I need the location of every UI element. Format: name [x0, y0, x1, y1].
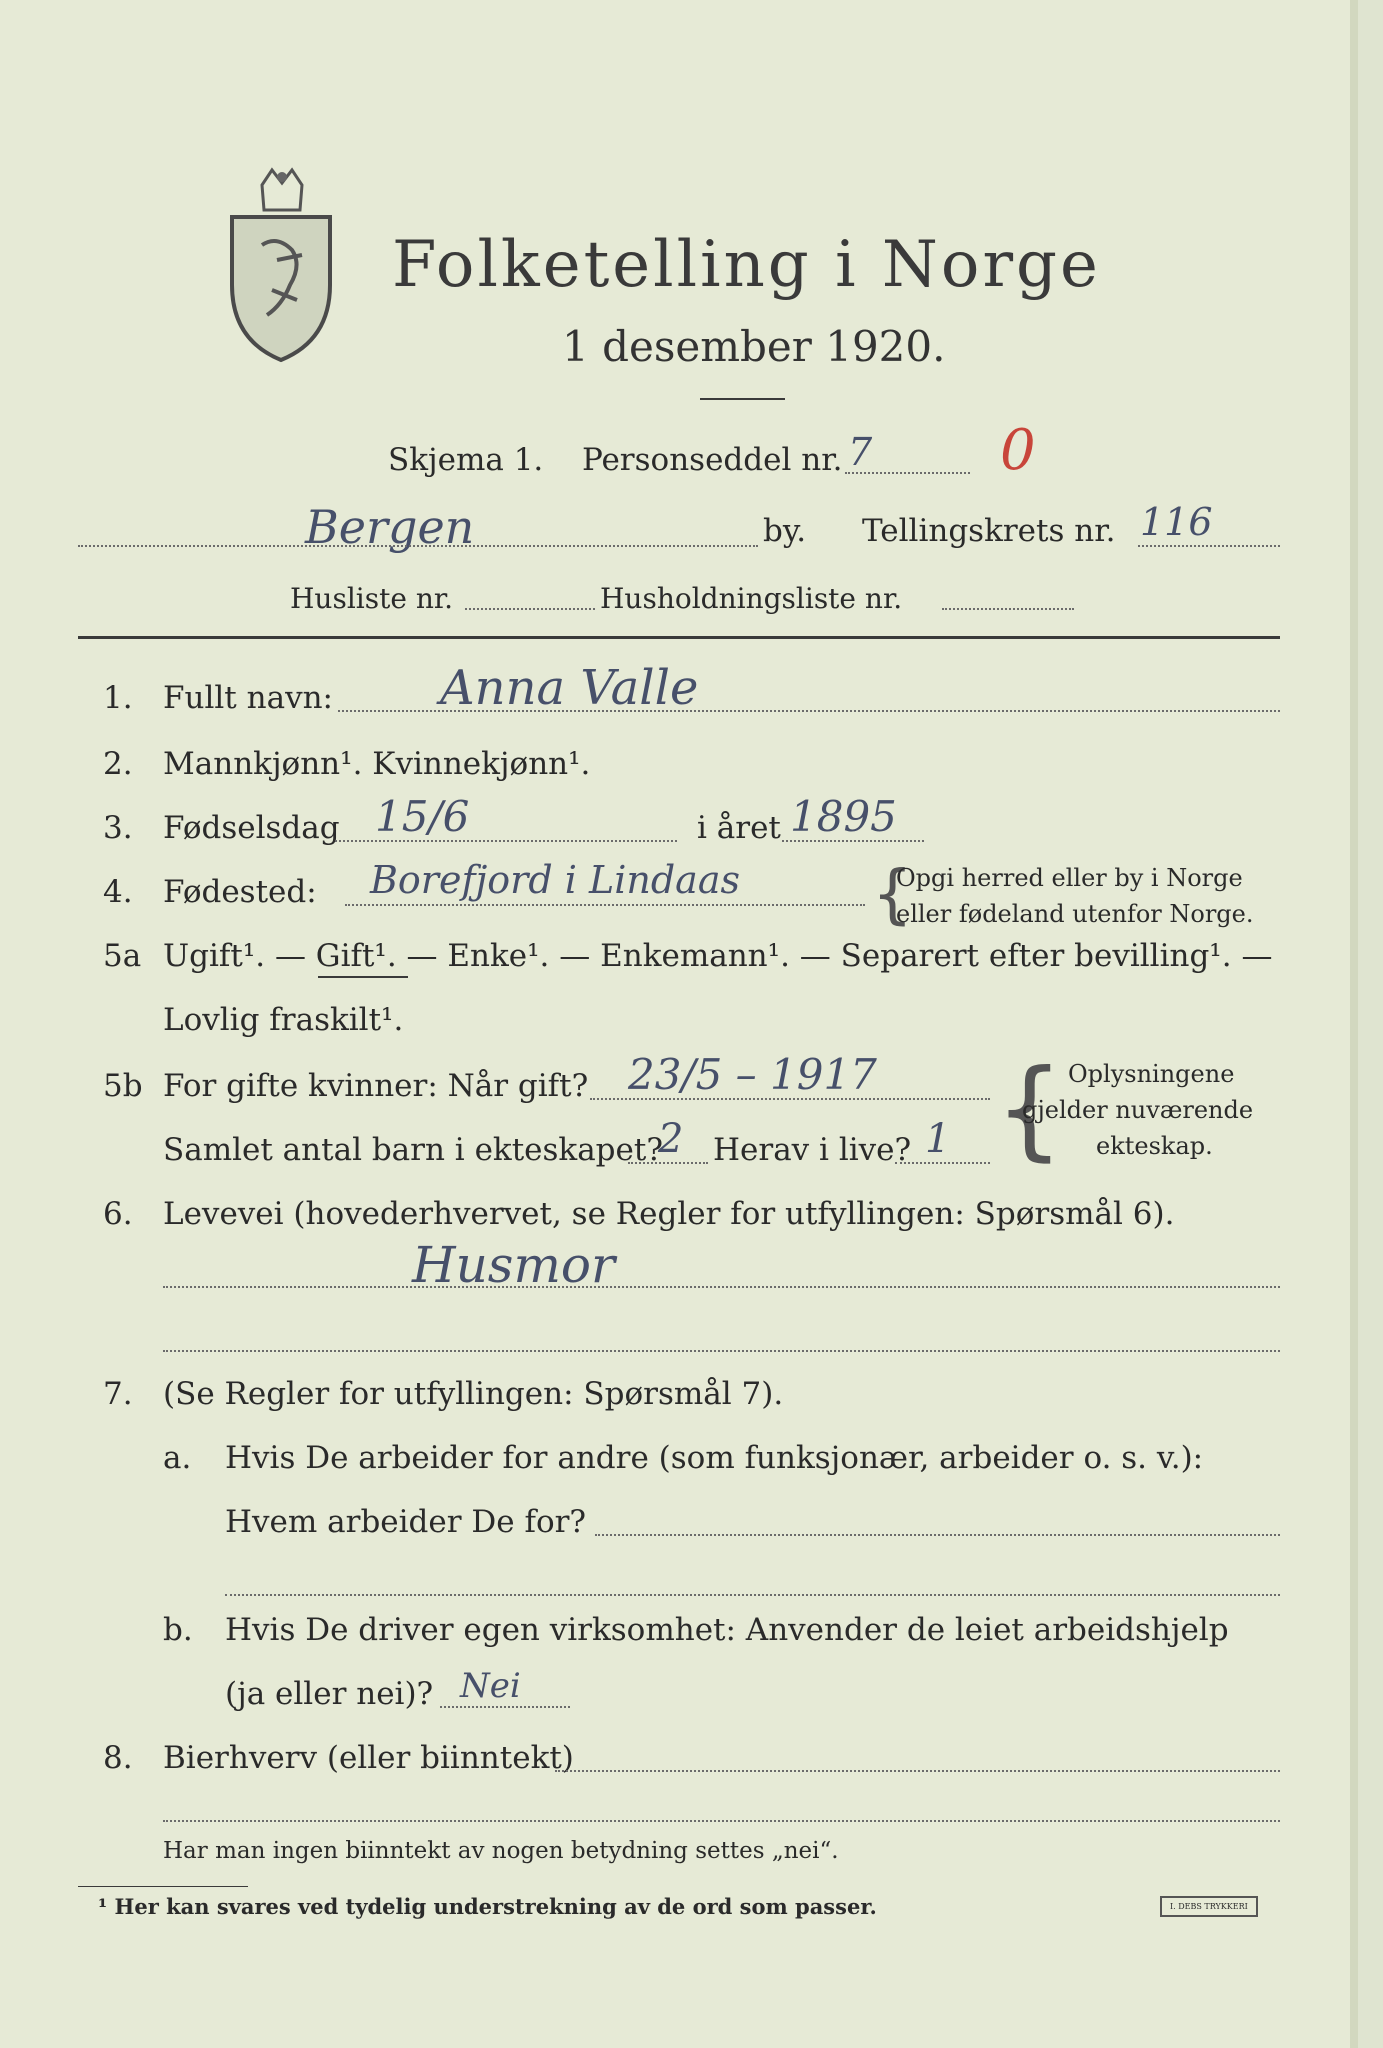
- city-line: [78, 545, 758, 547]
- husliste-label: Husliste nr.: [290, 582, 454, 615]
- q6-value: Husmor: [412, 1236, 615, 1294]
- q7a-line: [595, 1534, 1280, 1536]
- q8-number: 8.: [103, 1740, 133, 1776]
- q5b-note-2: gjelder nuværende: [1022, 1096, 1254, 1124]
- q5b-alive-line: [895, 1162, 990, 1164]
- q5b-number: 5b: [103, 1068, 143, 1104]
- q7b-value: Nei: [460, 1666, 521, 1706]
- schema-label: Skjema 1.: [388, 442, 544, 478]
- q7-number: 7.: [103, 1376, 133, 1412]
- q5b-married-value: 23/5 – 1917: [628, 1050, 877, 1099]
- q5b-brace: {: [995, 1047, 1064, 1172]
- q5a-line-1: Ugift¹. — Gift¹. — Enke¹. — Enkemann¹. — Separert efter bevilling¹. —: [163, 938, 1273, 974]
- q4-note-2: eller fødeland utenfor Norge.: [896, 900, 1254, 928]
- printer-stamp: I. DEBS TRYKKERI: [1160, 1896, 1258, 1917]
- by-label: by.: [763, 513, 807, 549]
- q7b-letter: b.: [163, 1612, 193, 1648]
- husliste-line: [465, 608, 595, 610]
- q3-year-label: i året: [697, 810, 781, 846]
- q2-label: Mannkjønn¹. Kvinnekjønn¹.: [163, 746, 591, 782]
- q8-line-1: [555, 1770, 1280, 1772]
- q7a-letter: a.: [163, 1440, 192, 1476]
- q6-label: Levevei (hovederhvervet, se Regler for utfyllingen: Spørsmål 6).: [163, 1196, 1175, 1232]
- q5b-note-1: Oplysningene: [1068, 1060, 1235, 1088]
- q8-note: Har man ingen biinntekt av nogen betydning settes „nei“.: [163, 1838, 839, 1864]
- footnote: ¹ Her kan svares ved tydelig understrekning av de ord som passer.: [98, 1894, 877, 1919]
- census-date: 1 desember 1920.: [562, 322, 946, 371]
- q8-line-2: [163, 1820, 1280, 1822]
- red-mark: 0: [1000, 418, 1036, 483]
- q4-note-1: Opgi herred eller by i Norge: [896, 864, 1243, 892]
- tellingskrets-value: 116: [1140, 500, 1213, 544]
- q5a-number: 5a: [103, 938, 142, 974]
- q4-number: 4.: [103, 874, 133, 910]
- city-value: Bergen: [305, 500, 475, 554]
- q6-line-1: [163, 1286, 1280, 1288]
- q5a-line-2: Lovlig fraskilt¹.: [163, 1002, 404, 1038]
- q5b-alive-value: 1: [925, 1116, 951, 1162]
- q5b-children-value: 2: [658, 1116, 684, 1162]
- q3-year-value: 1895: [790, 792, 897, 841]
- q4-label: Fødested:: [163, 874, 317, 910]
- q7b-line-1: Hvis De driver egen virksomhet: Anvender de leiet arbeidshjelp: [225, 1612, 1229, 1648]
- title-divider: [700, 398, 785, 400]
- q3-label: Fødselsdag: [163, 810, 340, 846]
- tellingskrets-line: [1138, 545, 1280, 547]
- q4-value: Borefjord i Lindaas: [370, 858, 740, 902]
- q7a-line-1: Hvis De arbeider for andre (som funksjonær, arbeider o. s. v.):: [225, 1440, 1204, 1476]
- husholdningsliste-label: Husholdningsliste nr.: [600, 582, 903, 615]
- q5b-children-line: [628, 1162, 708, 1164]
- husholdningsliste-line: [942, 608, 1074, 610]
- q7b-line: [440, 1706, 570, 1708]
- q3-year-line: [782, 840, 924, 842]
- q5b-alive-label: Herav i live?: [713, 1132, 912, 1168]
- q1-value: Anna Valle: [440, 660, 699, 716]
- q4-brace: {: [872, 858, 913, 932]
- q3-day-line: [335, 840, 677, 842]
- footnote-rule: [78, 1886, 248, 1887]
- q5b-label-1: For gifte kvinner: Når gift?: [163, 1068, 589, 1104]
- q1-number: 1.: [103, 680, 133, 716]
- q7-label: (Se Regler for utfyllingen: Spørsmål 7).: [163, 1376, 784, 1412]
- q6-number: 6.: [103, 1196, 133, 1232]
- q1-label: Fullt navn:: [163, 680, 333, 716]
- q5b-note-3: ekteskap.: [1096, 1132, 1213, 1160]
- coat-of-arms-icon: [222, 165, 340, 365]
- tellingskrets-label: Tellingskrets nr.: [862, 513, 1116, 549]
- personseddel-label: Personseddel nr.: [582, 442, 843, 478]
- personseddel-value: 7: [848, 430, 873, 474]
- q7a-line-extra: [225, 1594, 1280, 1596]
- q7a-line-2: Hvem arbeider De for?: [225, 1504, 587, 1540]
- q3-day-value: 15/6: [375, 792, 470, 841]
- q2-number: 2.: [103, 746, 133, 782]
- gift-underline: [318, 976, 408, 978]
- personseddel-line: [845, 472, 970, 474]
- q7b-line-2: (ja eller nei)?: [225, 1676, 434, 1712]
- q4-line: [345, 904, 865, 906]
- q1-line: [338, 710, 1280, 712]
- q5b-label-2: Samlet antal barn i ekteskapet?: [163, 1132, 663, 1168]
- q3-number: 3.: [103, 810, 133, 846]
- q8-label: Bierhverv (eller biinntekt): [163, 1740, 574, 1776]
- q5b-married-line: [590, 1098, 990, 1100]
- q6-line-2: [163, 1350, 1280, 1352]
- header-rule: [78, 636, 1280, 639]
- form-title: Folketelling i Norge: [392, 228, 1101, 302]
